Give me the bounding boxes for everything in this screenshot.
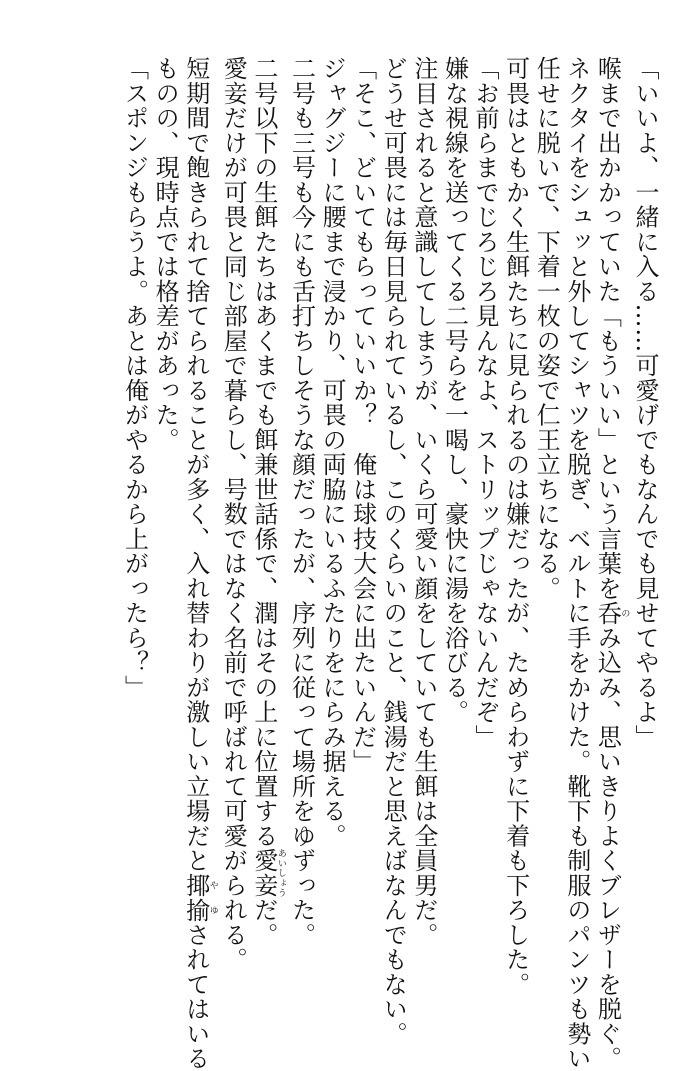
text-line-11: ジャグジーに腰まで浸かり、可畏の両脇にいるふたりをにらみ据える。 xyxy=(318,56,347,848)
text-line-5: 可畏はともかく生餌たちに見られるのは嫌だったが、ためらわずに下着も下ろした。 xyxy=(501,56,530,997)
text-line-2 xyxy=(592,56,630,1071)
text-line-17: 「スポンジもらうよ。あとは俺がやるから上がったら？」 xyxy=(120,56,149,700)
text-line-1: 「いいよ、一緒に入る……可愛げでもなんでも見せてやるよ」 xyxy=(631,56,659,749)
text-line-2-a: 喉まで出かかっていた「もういい」という言葉を xyxy=(593,56,622,601)
text-line-7: 嫌な視線を送ってくる二号らを一喝し、豪快に湯を浴びる。 xyxy=(440,56,469,725)
text-line-8: 注目されると意識してしまうが、いくら可愛い顔をしていても生餌は全員男だ。 xyxy=(409,56,438,947)
text-line-3: ネクタイをシュッと外してシャツを脱ぎ、ベルトに手をかけた。靴下も制服のパンツも勢い xyxy=(562,56,591,1071)
text-line-16: ものの、現時点では格差があった。 xyxy=(151,56,180,452)
vertical-text-body xyxy=(48,56,660,1071)
ruby-yayu: 揶揄やゆ xyxy=(181,872,218,923)
text-line-15-a: 短期間で飽きられて捨てられることが多く、入れ替わりが激しい立場だと xyxy=(181,56,210,873)
text-line-12: 二号も三号も今にも舌打ちしそうな顔だったが、序列に従って場所をゆずった。 xyxy=(287,56,316,947)
text-line-13 xyxy=(248,56,286,956)
text-line-2-b: み込み、思いきりよくブレザーを脱ぐ。 xyxy=(593,625,622,1071)
ruby-aishou: 愛妾あいしょう xyxy=(249,848,286,898)
text-line-15-b: されてはいる xyxy=(181,922,210,1071)
text-area xyxy=(48,56,660,1071)
ruby-nomi: 呑の xyxy=(593,600,630,626)
text-line-13-b: だ。 xyxy=(249,897,278,947)
text-line-4: 任せに脱いで、下着一枚の姿で仁王立ちになる。 xyxy=(532,56,561,601)
text-line-15 xyxy=(180,56,218,1071)
text-line-10: 「そこ、どいてもらっていいか？ 俺は球技大会に出たいんだ」 xyxy=(348,56,377,774)
text-line-9: どうせ可畏には毎日見られているし、このくらいのこと、銭湯だと思えばなんでもない。 xyxy=(379,56,408,1046)
text-line-13-a: 二号以下の生餌たちはあくまでも餌兼世話係で、潤はその上に位置する xyxy=(249,56,278,848)
text-line-14: 愛妾だけが可畏と同じ部屋で暮らし、号数ではなく名前で呼ばれて可愛がられる。 xyxy=(219,56,248,972)
text-line-6: 「お前らまでじろじろ見んなよ、ストリップじゃないんだぞ」 xyxy=(471,56,500,749)
